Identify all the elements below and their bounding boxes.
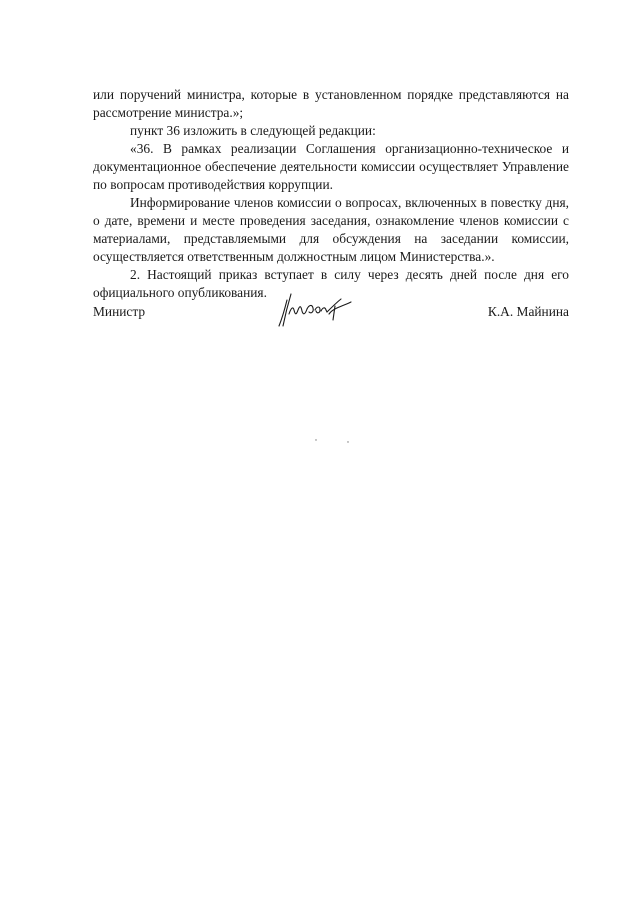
paragraph-effective-date: 2. Настоящий приказ вступает в силу через десять дней после дня его официального опубликования. bbox=[93, 267, 569, 300]
scan-specks bbox=[310, 430, 360, 450]
paragraph-informing: Информирование членов комиссии о вопросах, включенных в повестку дня, о дате, времени и месте проведения заседания, ознакомление членов комиссии с материалами, представляемыми для обсуждения на заседании комиссии, осуществляется ответственным должностным лицом Министерства.». bbox=[93, 195, 569, 264]
signatory-title: Министр bbox=[93, 304, 146, 319]
paragraph-item-36: «36. В рамках реализации Соглашения организационно-техническое и документационное обеспечение деятельности комиссии осуществляет Управление по вопросам противодействия коррупции. bbox=[93, 141, 569, 192]
paragraph-continuation: или поручений министра, которые в установленном порядке представляются на рассмотрение министра.»; bbox=[93, 87, 569, 120]
signatory-name: К.А. Майнина bbox=[487, 304, 569, 319]
signature-block bbox=[93, 304, 569, 334]
document-body bbox=[93, 86, 569, 302]
paragraph-item-36-intro: пункт 36 изложить в следующей редакции: bbox=[130, 123, 376, 138]
handwritten-signature bbox=[269, 286, 359, 332]
